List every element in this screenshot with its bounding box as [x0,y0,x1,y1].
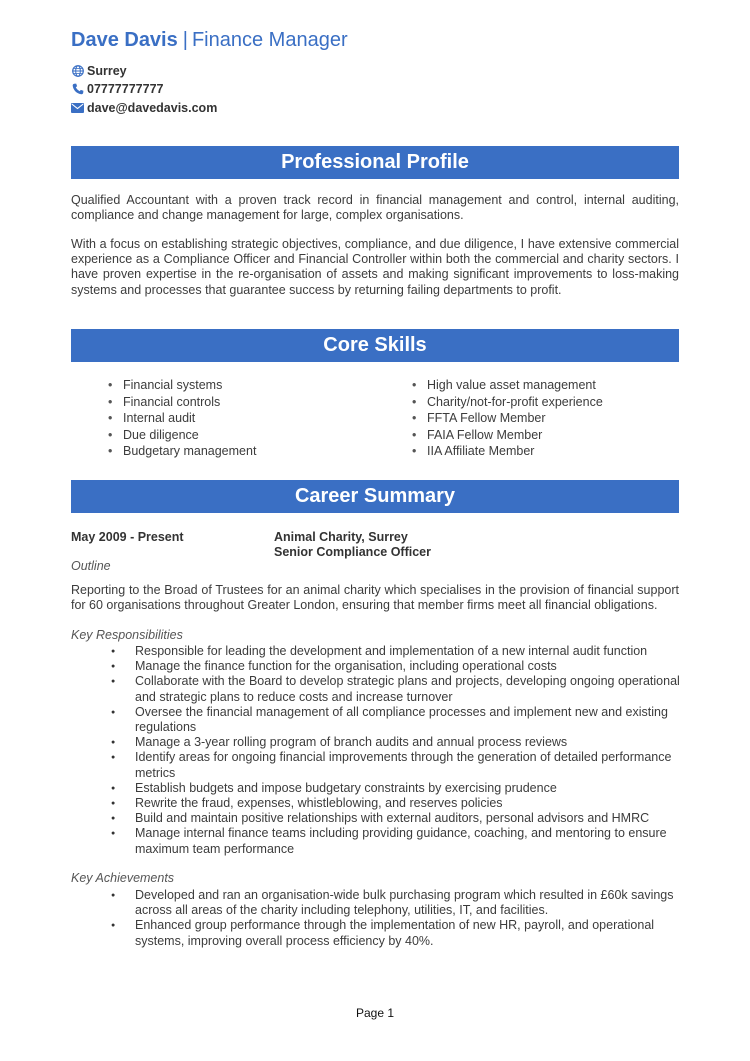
achievement-item: ● Enhanced group performance through the implementation of new HR, payroll, and operational systems, improving overall process efficiency by 40%. [109,918,684,948]
achievements-label: Key Achievements [71,871,175,885]
job-dates: May 2009 - Present [71,530,184,544]
candidate-name: Dave Davis [71,29,178,51]
achievement-item: ● Developed and ran an organisation-wide bulk purchasing program which resulted in £60k savings across all areas of the charity including telephony, utilities, IT, and facilities. [109,888,684,918]
skill-item: • Budgetary management [108,443,256,460]
job-outline: Reporting to the Broad of Trustees for an animal charity which specialises in the provision of financial support for 60 organisations throughout Greater London, ensuring that member firms meet all financial obligations. [71,583,679,613]
skill-item: • Charity/not-for-profit experience [412,394,603,411]
job-title: Senior Compliance Officer [274,545,431,559]
email-text[interactable]: dave@davedavis.com [87,101,218,115]
skills-list-left [108,377,256,460]
contact-location [71,63,127,79]
responsibility-item: ● Manage the finance function for the organisation, including operational costs [109,659,684,674]
responsibility-item: ● Build and maintain positive relationships with external auditors, personal advisors and HMRC [109,811,684,826]
section-heading-profile: Professional Profile [71,146,679,179]
responsibilities-label: Key Responsibilities [71,628,183,642]
responsibility-item: ● Oversee the financial management of all compliance processes and implement new and existing regulations [109,705,684,735]
achievements-list [109,888,684,949]
cv-header [71,28,348,52]
phone-text: 07777777777 [87,82,164,96]
profile-paragraph: Qualified Accountant with a proven track record in financial management and control, internal auditing, compliance and change management for large, complex organisations. [71,193,679,223]
contact-phone [71,81,163,97]
profile-paragraph: With a focus on establishing strategic objectives, compliance, and due diligence, I have extensive commercial experience as a Compliance Officer and Financial Controller within both the commercial and charity sectors. I have proven expertise in the re-organisation of assets and making significant improvements to loss-making systems and processes that guarantee success by returning failing departments to profit. [71,237,679,297]
skill-item: • IIA Affiliate Member [412,443,603,460]
skill-item: • FAIA Fellow Member [412,427,603,444]
skill-item: • Financial controls [108,394,256,411]
job-organisation: Animal Charity, Surrey [274,530,408,544]
section-heading-skills: Core Skills [71,329,679,362]
responsibility-item: ● Identify areas for ongoing financial improvements through the generation of detailed performance metrics [109,750,684,780]
page-number: Page 1 [355,1006,395,1020]
contact-email [71,100,217,116]
location-text: Surrey [87,64,127,78]
skills-list-right [412,377,603,460]
responsibility-item: ● Rewrite the fraud, expenses, whistleblowing, and reserves policies [109,796,684,811]
responsibility-item: ● Establish budgets and impose budgetary constraints by exercising prudence [109,781,684,796]
skill-item: • Internal audit [108,410,256,427]
skill-item: • FFTA Fellow Member [412,410,603,427]
skill-item: • High value asset management [412,377,603,394]
globe-icon [71,65,84,78]
envelope-icon [71,102,84,115]
responsibility-item: ● Manage internal finance teams including providing guidance, coaching, and mentoring to ensure maximum team performance [109,826,684,856]
header-separator: | [182,29,188,51]
responsibility-item: ● Manage a 3-year rolling program of branch audits and annual process reviews [109,735,684,750]
responsibility-item: ● Collaborate with the Board to develop strategic plans and projects, developing ongoing operational and strategic plans to reduce costs and increase turnover [109,674,684,704]
candidate-role: Finance Manager [191,29,348,51]
responsibilities-list [109,644,684,857]
skill-item: • Due diligence [108,427,256,444]
phone-icon [71,83,84,96]
skill-item: • Financial systems [108,377,256,394]
responsibility-item: ● Responsible for leading the development and implementation of a new internal audit function [109,644,684,659]
section-heading-career: Career Summary [71,480,679,513]
outline-label: Outline [71,559,111,573]
